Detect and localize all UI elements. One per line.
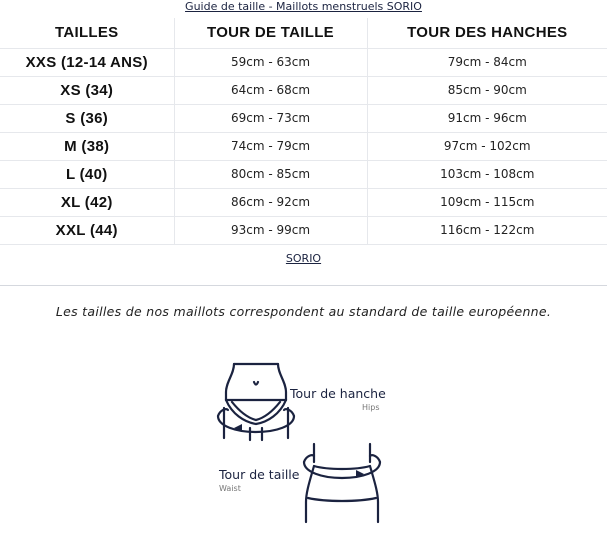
divider <box>0 285 607 286</box>
hips-figure-illustration <box>214 358 298 444</box>
hips-sublabel: Hips <box>362 403 380 412</box>
caption-link[interactable]: Guide de taille - Maillots menstruels SORIO <box>185 0 422 13</box>
table-row <box>0 216 607 244</box>
size-cell: M (38) <box>0 132 174 160</box>
waist-cell: 86cm - 92cm <box>174 188 367 216</box>
waist-label: Tour de taille <box>219 467 300 482</box>
hips-cell: 116cm - 122cm <box>367 216 607 244</box>
table-row <box>0 132 607 160</box>
hips-cell: 91cm - 96cm <box>367 104 607 132</box>
table-row <box>0 48 607 76</box>
waist-cell: 74cm - 79cm <box>174 132 367 160</box>
table-header-row <box>0 18 607 48</box>
size-cell: XXL (44) <box>0 216 174 244</box>
size-cell: L (40) <box>0 160 174 188</box>
hips-label: Tour de hanche <box>290 386 386 401</box>
waist-cell: 69cm - 73cm <box>174 104 367 132</box>
table-row <box>0 76 607 104</box>
size-cell: S (36) <box>0 104 174 132</box>
waist-cell: 93cm - 99cm <box>174 216 367 244</box>
size-cell: XS (34) <box>0 76 174 104</box>
size-cell: XXS (12-14 ANS) <box>0 48 174 76</box>
waist-sublabel: Waist <box>219 484 241 493</box>
table-row <box>0 160 607 188</box>
table-row <box>0 104 607 132</box>
waist-cell: 59cm - 63cm <box>174 48 367 76</box>
waist-cell: 64cm - 68cm <box>174 76 367 104</box>
header-sizes: TAILLES <box>0 18 174 48</box>
header-hips: TOUR DES HANCHES <box>367 18 607 48</box>
size-standard-note: Les tailles de nos maillots correspondent au standard de taille européenne. <box>55 304 552 319</box>
hips-cell: 103cm - 108cm <box>367 160 607 188</box>
hips-cell: 109cm - 115cm <box>367 188 607 216</box>
size-cell: XL (42) <box>0 188 174 216</box>
waist-figure-illustration <box>300 440 384 526</box>
table-row <box>0 188 607 216</box>
hips-cell: 85cm - 90cm <box>367 76 607 104</box>
hips-cell: 79cm - 84cm <box>367 48 607 76</box>
header-waist: TOUR DE TAILLE <box>174 18 367 48</box>
hips-cell: 97cm - 102cm <box>367 132 607 160</box>
table-caption[interactable] <box>0 0 607 18</box>
waist-cell: 80cm - 85cm <box>174 160 367 188</box>
brand-link[interactable]: SORIO <box>285 252 322 265</box>
size-guide-table <box>0 18 607 245</box>
